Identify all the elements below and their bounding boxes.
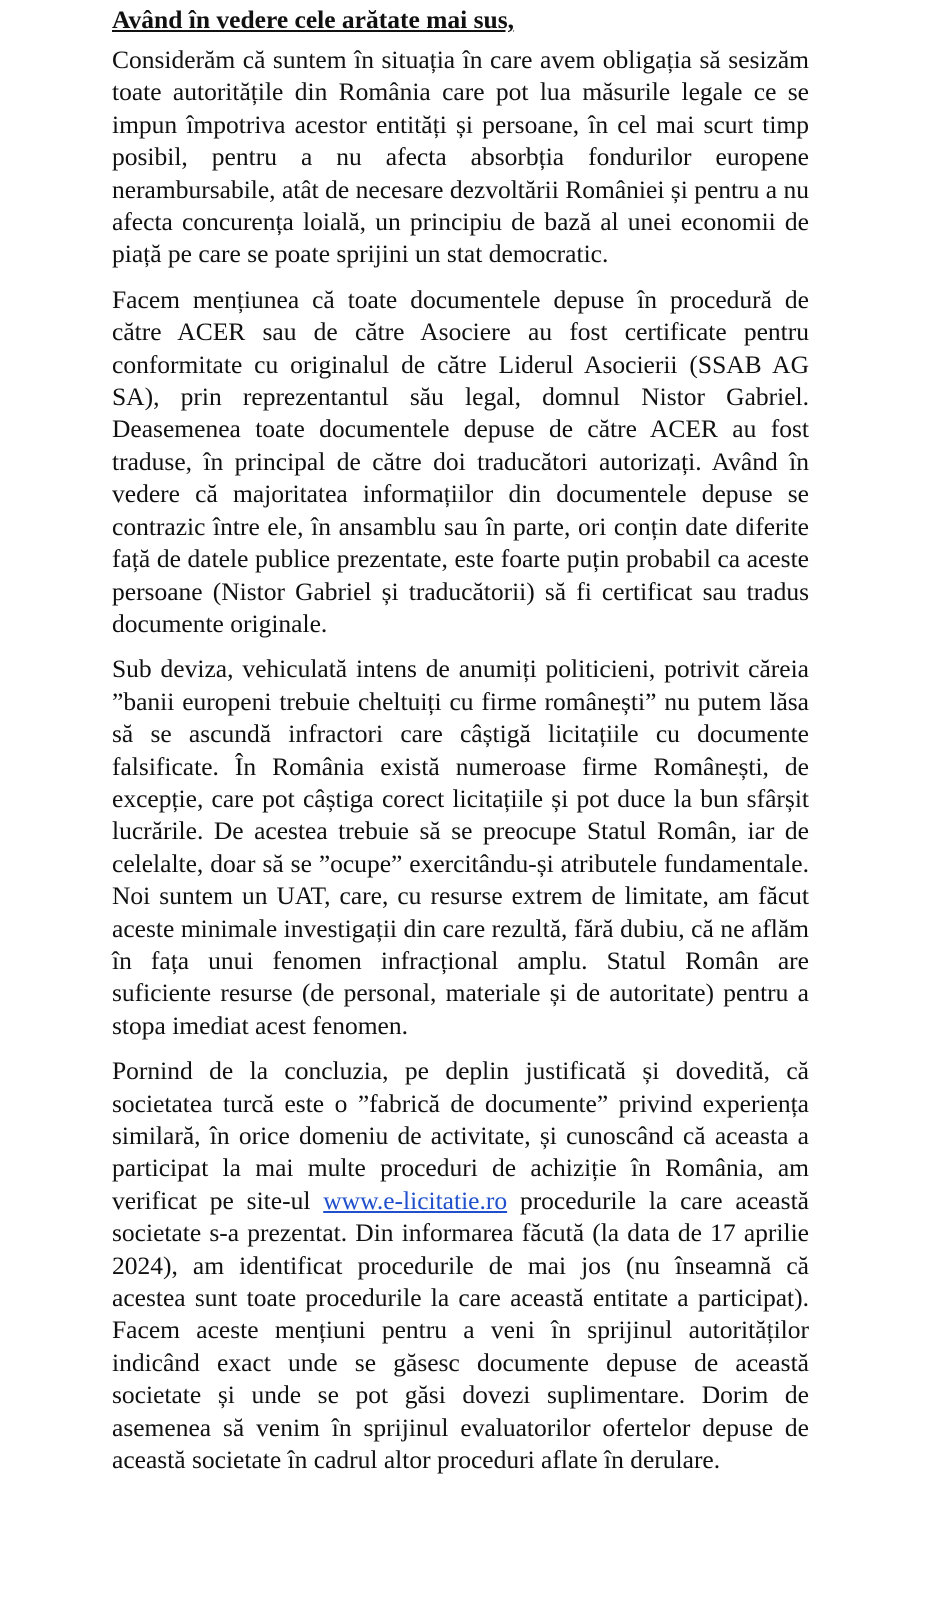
paragraph-obligation: Considerăm că suntem în situația în care avem obligația să sesizăm toate autoritățile din România care pot lua măsurile legale ce se impun împotriva acestor entități și persoane, în cel mai scurt timp posibil, pentru a nu afecta absorbția fondurilor europene nerambursabile, atât de necesare dezvoltării României și pentru a nu afecta concurența loială, un principiu de bază al unei economii de piață pe care se poate sprijini un stat democratic. [112, 45, 809, 269]
document-page [112, 4, 809, 1489]
section-heading: Având în vedere cele arătate mai sus, [112, 5, 515, 34]
paragraph-procedures-text-end: procedurile la care această societate s-a prezentat. Din informarea făcută (la data de 17 aprilie 2024), am identificat procedurile de mai jos (nu înseamnă că acestea sunt toate procedurile la care această entitate a participat). Facem aceste mențiuni pentru a veni în sprijinul autorităților indicând exact unde se găsesc documente depuse de această societate și unde se pot găsi dovezi suplimentare. Dorim de asemenea să venim în sprijinul evaluatorilor ofertelor depuse de această societate în cadrul altor proceduri aflate în derulare. [112, 1185, 809, 1475]
paragraph-certification: Facem mențiunea că toate documentele depuse în procedură de către ACER sau de către Asociere au fost certificate pentru conformitate cu originalul de către Liderul Asocierii (SSAB AG SA), prin reprezentantul său legal, domnul Nistor Gabriel. Deasemenea toate documentele depuse de către ACER au fost traduse, în principal de către doi traducători autorizați. Având în vedere că majoritatea informațiilor din documentele depuse se contrazic între ele, în ansamblu sau în parte, ori conțin date diferite față de datele publice prezentate, este foarte puțin probabil ca aceste persoane (Nistor Gabriel și traducătorii) să fi certificat sau tradus documente originale. [112, 284, 809, 638]
paragraph-procedures [112, 1055, 809, 1476]
e-licitatie-link[interactable]: www.e-licitatie.ro [323, 1185, 508, 1215]
paragraph-european-funds: Sub deviza, vehiculată intens de anumiți politicieni, potrivit căreia ”banii europeni trebuie cheltuiți cu firme românești” nu putem lăsa să se ascundă infractori care câștigă licitațiile cu documente falsificate. În România există numeroase firme Românești, de excepție, care pot câștiga corect licitațiile și pot duce la bun sfârșit lucrările. De acestea trebuie să se preocupe Statul Român, iar de celelalte, doar să se ”ocupe” exercitându-și atributele fundamentale. Noi suntem un UAT, care, cu resurse extrem de limitate, am făcut aceste minimale investigații din care rezultă, fără dubiu, că ne aflăm în fața unui fenomen infracțional amplu. Statul Român are suficiente resurse (de personal, materiale și de autoritate) pentru a stopa imediat acest fenomen. [112, 654, 809, 1040]
paragraph-procedures-text-start: Pornind de la concluzia, pe deplin justificată și dovedită, că societatea turcă este o ”fabrică de documente” privind experiența similară, în orice domeniu de activitate, și cunoscând că aceasta a participat la mai multe proceduri de achiziție în România, am verificat pe site-ul [112, 1056, 809, 1215]
